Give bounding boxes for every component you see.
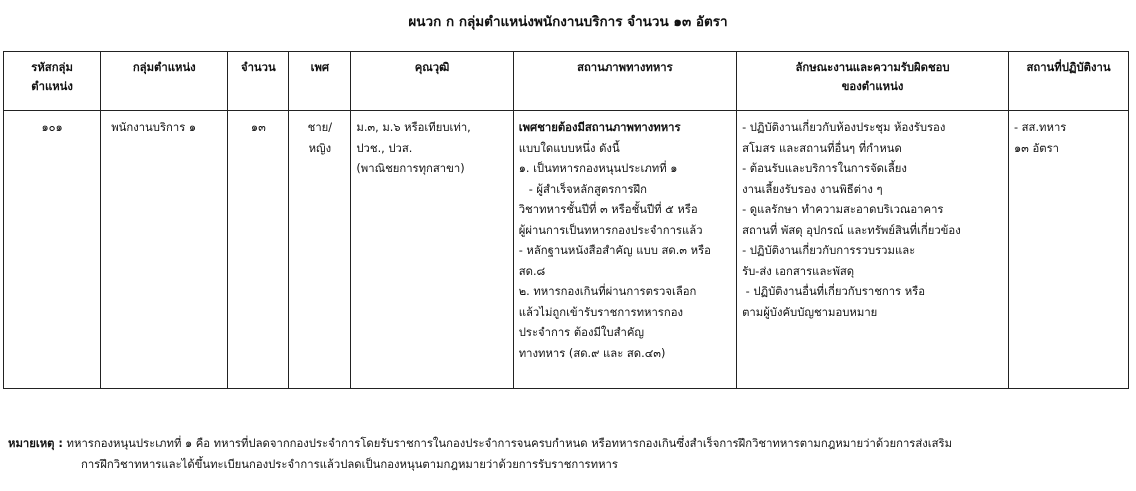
duties-line: งานเลี้ยงรับรอง งานพิธีต่าง ๆ — [742, 182, 883, 196]
military-line: ประจำการ ต้องมีใบสำคัญ — [518, 326, 645, 339]
location-line: ๑๓ อัตรา — [1014, 141, 1060, 155]
military-line: ผู้ผ่านการเป็นทหารกองประจำการแล้ว — [518, 223, 703, 237]
cell-count: ๑๓ — [228, 111, 289, 389]
duties-line: สโมสร และสถานที่อื่นๆ ที่กำหนด — [742, 141, 902, 155]
qualification-line: ปวช., ปวส. — [356, 141, 413, 155]
footnote-label: หมายเหตุ : — [8, 437, 63, 450]
header-military-status: สถานภาพทางทหาร — [513, 52, 736, 111]
military-line: ๒. ทหารกองเกินที่ผ่านการตรวจเลือก — [518, 285, 697, 298]
document-title: ผนวก ก กลุ่มตำแหน่งพนักงานบริการ จำนวน ๑๓ อัตรา — [408, 14, 728, 30]
sex-line: หญิง — [308, 141, 332, 155]
header-location: สถานที่ปฏิบัติงาน — [1009, 52, 1129, 111]
cell-qualification — [351, 111, 513, 389]
cell-sex — [289, 111, 351, 389]
header-qualification: คุณวุฒิ — [351, 52, 513, 111]
header-duties-line: ลักษณะงานและความรับผิดชอบ — [795, 61, 950, 74]
position-table — [3, 51, 1129, 389]
military-line: ทางทหาร (สด.๙ และ สด.๔๓) — [518, 346, 666, 360]
cell-group: พนักงานบริการ ๑ — [101, 111, 228, 389]
duties-line: - ปฏิบัติงานเกี่ยวกับการรวบรวมและ — [742, 244, 916, 257]
duties-line: - ดูแลรักษา ทำความสะอาดบริเวณอาคาร — [742, 203, 944, 216]
cell-location — [1009, 111, 1129, 389]
duties-line: สถานที่ พัสดุ อุปกรณ์ และทรัพย์สินที่เกี่ยวข้อง — [742, 223, 961, 237]
duties-line: ตามผู้บังคับบัญชามอบหมาย — [742, 305, 878, 319]
duties-line: รับ-ส่ง เอกสารและพัสดุ — [742, 264, 855, 278]
location-line: - สส.ทหาร — [1014, 121, 1067, 134]
header-group: กลุ่มตำแหน่ง — [101, 52, 228, 111]
footnote-line-1: ทหารกองหนุนประเภทที่ ๑ คือ ทหารที่ปลดจากกองประจำการโดยรับราชการในกองประจำการจนครบกำหนด หรือทหารกองเกินซึ่งสำเร็จการฝึกวิชาทหารตามกฎหมายว่าด้วยการส่งเสริม — [66, 437, 953, 450]
military-line: ๑. เป็นทหารกองหนุนประเภทที่ ๑ — [518, 162, 678, 175]
header-code — [4, 52, 101, 111]
duties-line: - ปฏิบัติงานอื่นที่เกี่ยวกับราชการ หรือ — [742, 285, 926, 298]
header-duties-line: ของตำแหน่ง — [841, 80, 904, 93]
duties-line: - ปฏิบัติงานเกี่ยวกับห้องประชุม ห้องรับรอง — [742, 121, 946, 134]
sex-line: ชาย/ — [307, 121, 333, 134]
military-line: - หลักฐานหนังสือสำคัญ แบบ สด.๓ หรือ — [518, 244, 711, 257]
cell-duties — [737, 111, 1009, 389]
cell-code: ๑๐๑ — [4, 111, 101, 389]
header-duties — [737, 52, 1009, 111]
military-line: แบบใดแบบหนึ่ง ดังนี้ — [518, 141, 620, 155]
footnote — [8, 433, 952, 475]
header-code-line: ตำแหน่ง — [31, 80, 73, 93]
military-line: สด.๘ — [518, 264, 546, 278]
cell-military-status — [513, 111, 736, 389]
table-row — [4, 111, 1129, 389]
footnote-line-2: การฝึกวิชาทหารและได้ขึ้นทะเบียนกองประจำการแล้วปลดเป็นกองหนุนตามกฎหมายว่าด้วยการรับราชการทหาร — [81, 458, 618, 471]
header-count: จำนวน — [228, 52, 289, 111]
duties-line: - ต้อนรับและบริการในการจัดเลี้ยง — [742, 162, 907, 175]
military-line: เพศชายต้องมีสถานภาพทางทหาร — [518, 121, 681, 134]
qualification-line: ม.๓, ม.๖ หรือเทียบเท่า, — [356, 121, 471, 134]
qualification-line: (พาณิชยการทุกสาขา) — [356, 162, 465, 175]
header-code-line: รหัสกลุ่ม — [31, 61, 73, 74]
header-sex: เพศ — [289, 52, 351, 111]
table-header-row — [4, 52, 1129, 111]
military-line: - ผู้สำเร็จหลักสูตรการฝึก — [528, 182, 648, 196]
military-line: วิชาทหารชั้นปีที่ ๓ หรือชั้นปีที่ ๕ หรือ — [518, 203, 698, 216]
military-line: แล้วไม่ถูกเข้ารับราชการทหารกอง — [518, 305, 684, 319]
